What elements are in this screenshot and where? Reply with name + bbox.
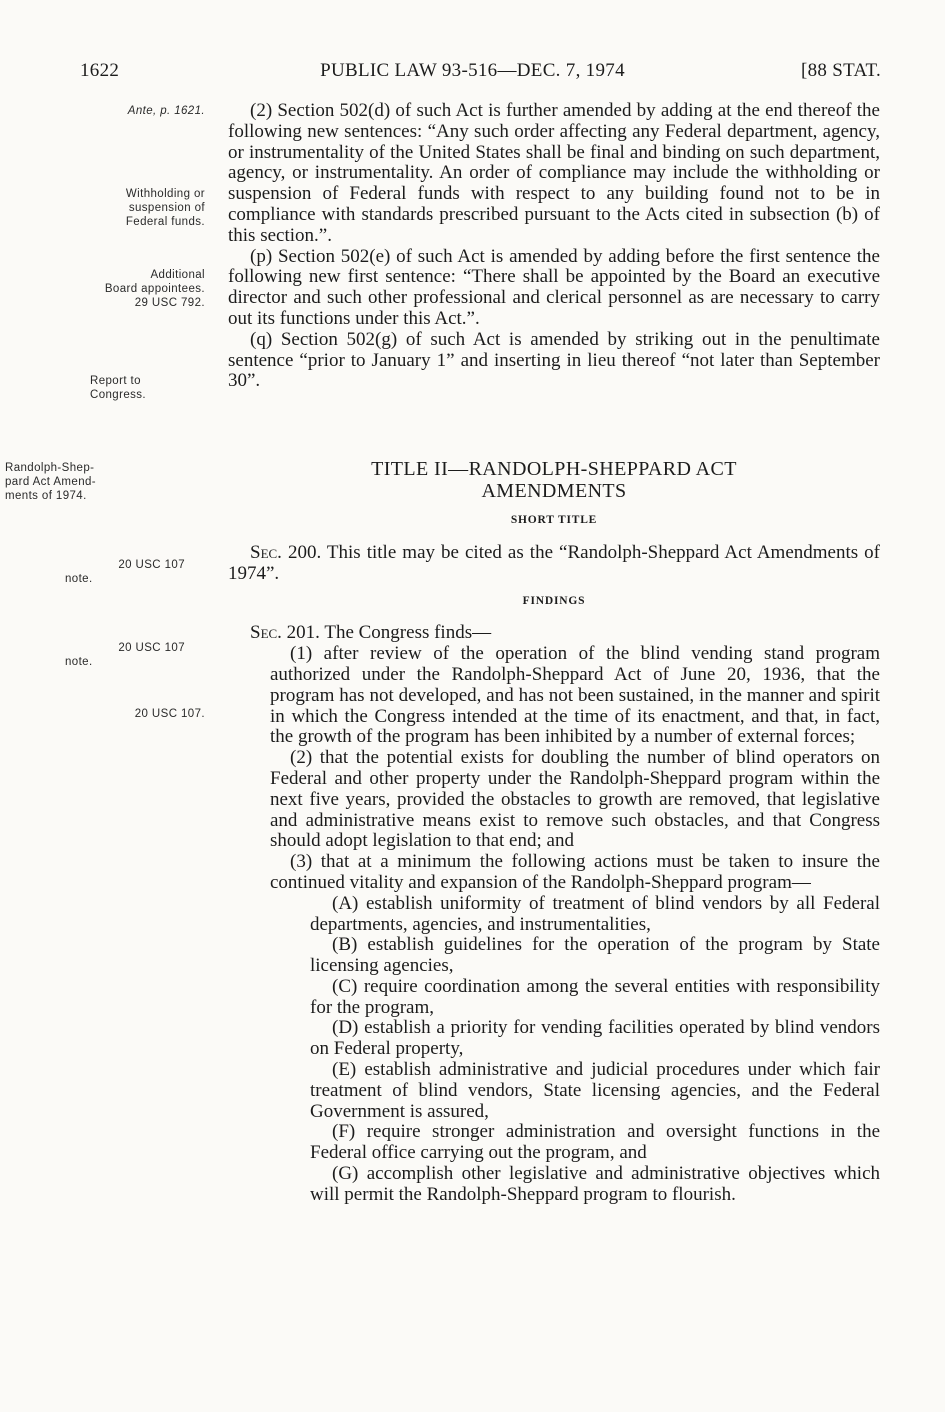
action-g: (G) accomplish other legislative and administrative objectives which will permit the Randolph-Sheppard program to flourish.: [310, 1163, 880, 1205]
margin-note-withholding: Withholding or suspension of Federal funds.: [125, 188, 205, 228]
title-heading: TITLE II—RANDOLPH-SHEPPARD ACT AMENDMENTS: [371, 458, 737, 503]
margin-note-usc-3: 20 USC 107.: [134, 708, 205, 720]
action-d: (D) establish a priority for vending facilities operated by blind vendors on Federal property,: [310, 1017, 880, 1060]
margin-note-board: Additional Board appointees. 29 USC 792.: [104, 269, 205, 309]
finding-3: (3) that at a minimum the following actions must be taken to insure the continued vitality and expansion of the Randolph-Sheppard program—: [270, 851, 880, 893]
action-a: (A) establish uniformity of treatment of blind vendors by all Federal departments, agencies, and instrumentalities,: [310, 892, 880, 935]
paragraph-p: (p) Section 502(e) of such Act is amended by adding before the first sentence the following new first sentence: “There shall be appointed by the Board an executive director and such other professional and clerical personnel as are necessary to carry out its functions under this Act.”.: [228, 245, 880, 329]
header-title: PUBLIC LAW 93-516—DEC. 7, 1974: [320, 60, 625, 81]
body-text: [228, 101, 880, 1206]
action-e: (E) establish administrative and judicial procedures under which fair treatment of blind vendors, State licensing agencies, and the Federal Government is assured,: [310, 1059, 880, 1122]
paragraph-q: (q) Section 502(g) of such Act is amended by striking out in the penultimate sentence “prior to January 1” and inserting in lieu thereof “not later than September 30”.: [228, 328, 880, 392]
section-201: Sec. 201. The Congress finds—: [250, 622, 492, 644]
page-number: 1622: [80, 60, 120, 81]
action-f: (F) require stronger administration and oversight functions in the Federal office carrying out the program, and: [310, 1121, 880, 1164]
statute-volume: [88 STAT.: [801, 60, 881, 81]
finding-2: (2) that the potential exists for doubling the number of blind operators on Federal and other property under the Randolph-Sheppard program within the next five years, provided the obstacles to growth are removed, that legislative and administrative means exist to remove such obstacles, and that Congress should adopt legislation to that end; and: [270, 747, 880, 852]
margin-note-usc-2: 20 USC 107 note.: [65, 642, 185, 668]
section-200: Sec. 200. This title may be cited as the “Randolph-Sheppard Act Amendments of 1974”.: [228, 541, 880, 584]
margin-notes: [0, 0, 215, 1412]
findings-heading: FINDINGS: [522, 594, 586, 607]
margin-note-usc-1: 20 USC 107 note.: [65, 559, 185, 585]
margin-note-title: Randolph-Shep- pard Act Amend- ments of 1974.: [5, 462, 97, 502]
margin-note-ante: Ante, p. 1621.: [127, 105, 205, 117]
margin-note-report: Report to Congress.: [90, 375, 147, 401]
finding-1: (1) after review of the operation of the blind vending stand program authorized under the Randolph-Sheppard Act of June 20, 1936, that the program has not developed, and has not been sustained, in the manner and spirit in which the Congress intended at the time of its enactment, and that, in fact, the growth of the program has been inhibited by a number of external forces;: [270, 643, 880, 748]
short-title-heading: SHORT TITLE: [510, 514, 598, 527]
action-c: (C) require coordination among the several entities with responsibility for the program,: [310, 975, 880, 1018]
action-b: (B) establish guidelines for the operation of the program by State licensing agencies,: [310, 934, 880, 977]
paragraph-o: (2) Section 502(d) of such Act is further amended by adding at the end thereof the following new sentences: “Any such order affecting any Federal department, agency, or instrumentality of the United States shall be final and binding on such department, agency, or instrumentality. An order of compliance may include the withholding or suspension of Federal funds with respect to any building found not to be in compliance with standards prescribed pursuant to the Acts cited in subsection (b) of this section.”.: [228, 100, 880, 246]
